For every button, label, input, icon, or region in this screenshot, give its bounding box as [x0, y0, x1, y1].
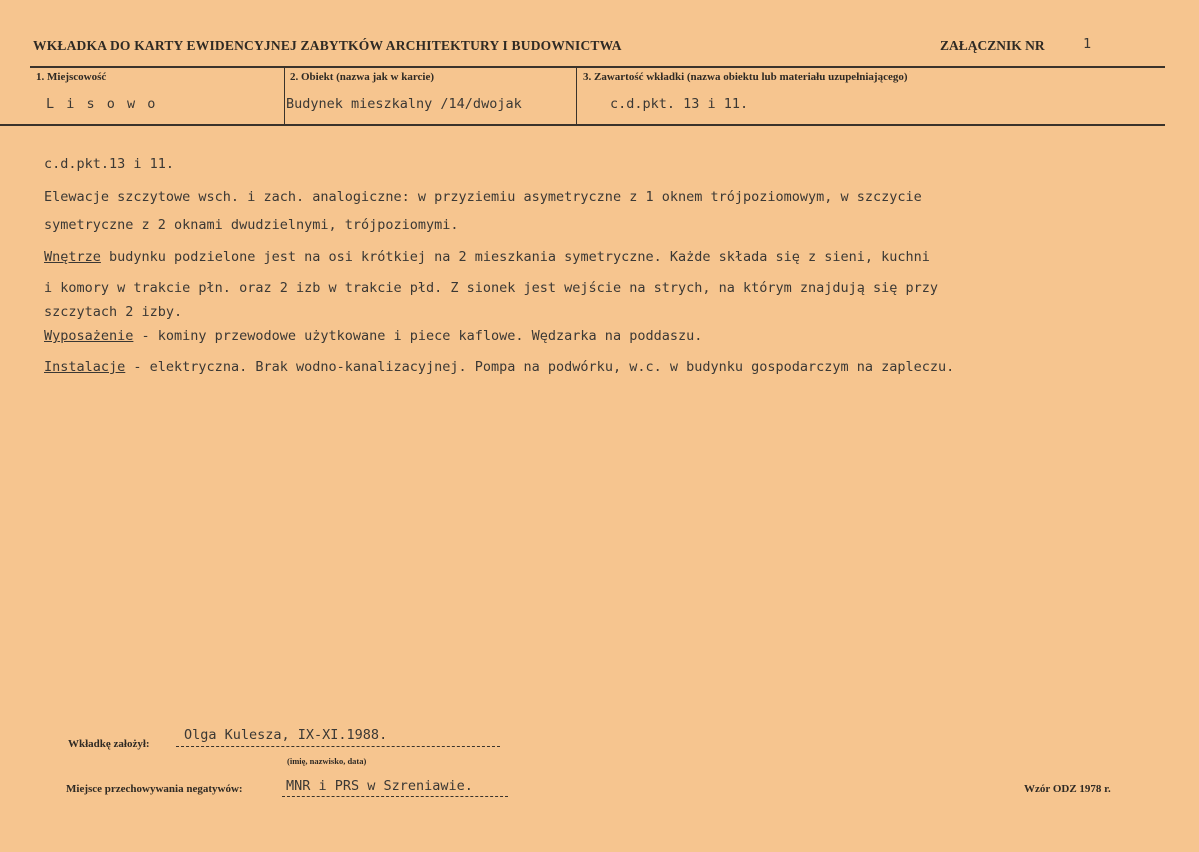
bottom-rule — [0, 124, 1165, 126]
body-line-5: i komory w trakcie płn. oraz 2 izb w trakcie płd. Z sionek jest wejście na strych, na którym znajdują się przy — [44, 280, 939, 296]
field-1-value: L i s o w o — [46, 96, 158, 112]
field-3-label: 3. Zawartość wkładki (nazwa obiektu lub materiału uzupełniającego) — [583, 71, 908, 83]
body-line-7-text: - kominy przewodowe użytkowane i piece kaflowe. Wędzarka na poddaszu. — [133, 328, 703, 344]
body-line-6: szczytach 2 izby. — [44, 304, 183, 320]
section-heading-equipment: Wyposażenie — [44, 328, 134, 344]
body-line-7 — [44, 328, 702, 344]
founder-line — [176, 746, 500, 747]
storage-value: MNR i PRS w Szreniawie. — [286, 778, 473, 794]
founder-value: Olga Kulesza, IX-XI.1988. — [184, 727, 388, 743]
section-heading-installations: Instalacje — [44, 359, 126, 375]
divider-2 — [576, 67, 577, 124]
body-line-2: Elewacje szczytowe wsch. i zach. analogiczne: w przyziemiu asymetryczne z 1 oknem trójpoziomowym, w szczycie — [44, 189, 922, 205]
top-rule — [30, 66, 1165, 68]
body-line-8-text: - elektryczna. Brak wodno-kanalizacyjnej. Pompa na podwórku, w.c. w budynku gospodarczym na zapleczu. — [125, 359, 955, 375]
annex-number: 1 — [1083, 36, 1092, 52]
field-3-value: c.d.pkt. 13 i 11. — [610, 96, 749, 112]
storage-label: Miejsce przechowywania negatywów: — [66, 783, 243, 795]
field-1-label: 1. Miejscowość — [36, 71, 107, 83]
field-2-value: Budynek mieszkalny /14/dwojak — [286, 96, 522, 112]
body-line-4-text: budynku podzielone jest na osi krótkiej na 2 mieszkania symetryczne. Każde składa się z sieni, kuchni — [100, 249, 930, 265]
body-line-3: symetryczne z 2 oknami dwudzielnymi, trójpoziomymi. — [44, 217, 459, 233]
body-line-4 — [44, 249, 930, 265]
card-title: WKŁADKA DO KARTY EWIDENCYJNEJ ZABYTKÓW ARCHITEKTURY I BUDOWNICTWA — [33, 38, 622, 53]
storage-line — [282, 796, 508, 797]
founder-note: (imię, nazwisko, data) — [287, 756, 367, 766]
body-line-1: c.d.pkt.13 i 11. — [44, 156, 175, 172]
divider-1 — [284, 67, 285, 124]
founder-label: Wkładkę założył: — [68, 738, 150, 750]
body-line-8 — [44, 359, 954, 375]
field-2-label: 2. Obiekt (nazwa jak w karcie) — [290, 71, 435, 83]
annex-label: ZAŁĄCZNIK NR — [940, 38, 1045, 53]
form-mark: Wzór ODZ 1978 r. — [1024, 783, 1111, 795]
section-heading-interior: Wnętrze — [44, 249, 101, 265]
